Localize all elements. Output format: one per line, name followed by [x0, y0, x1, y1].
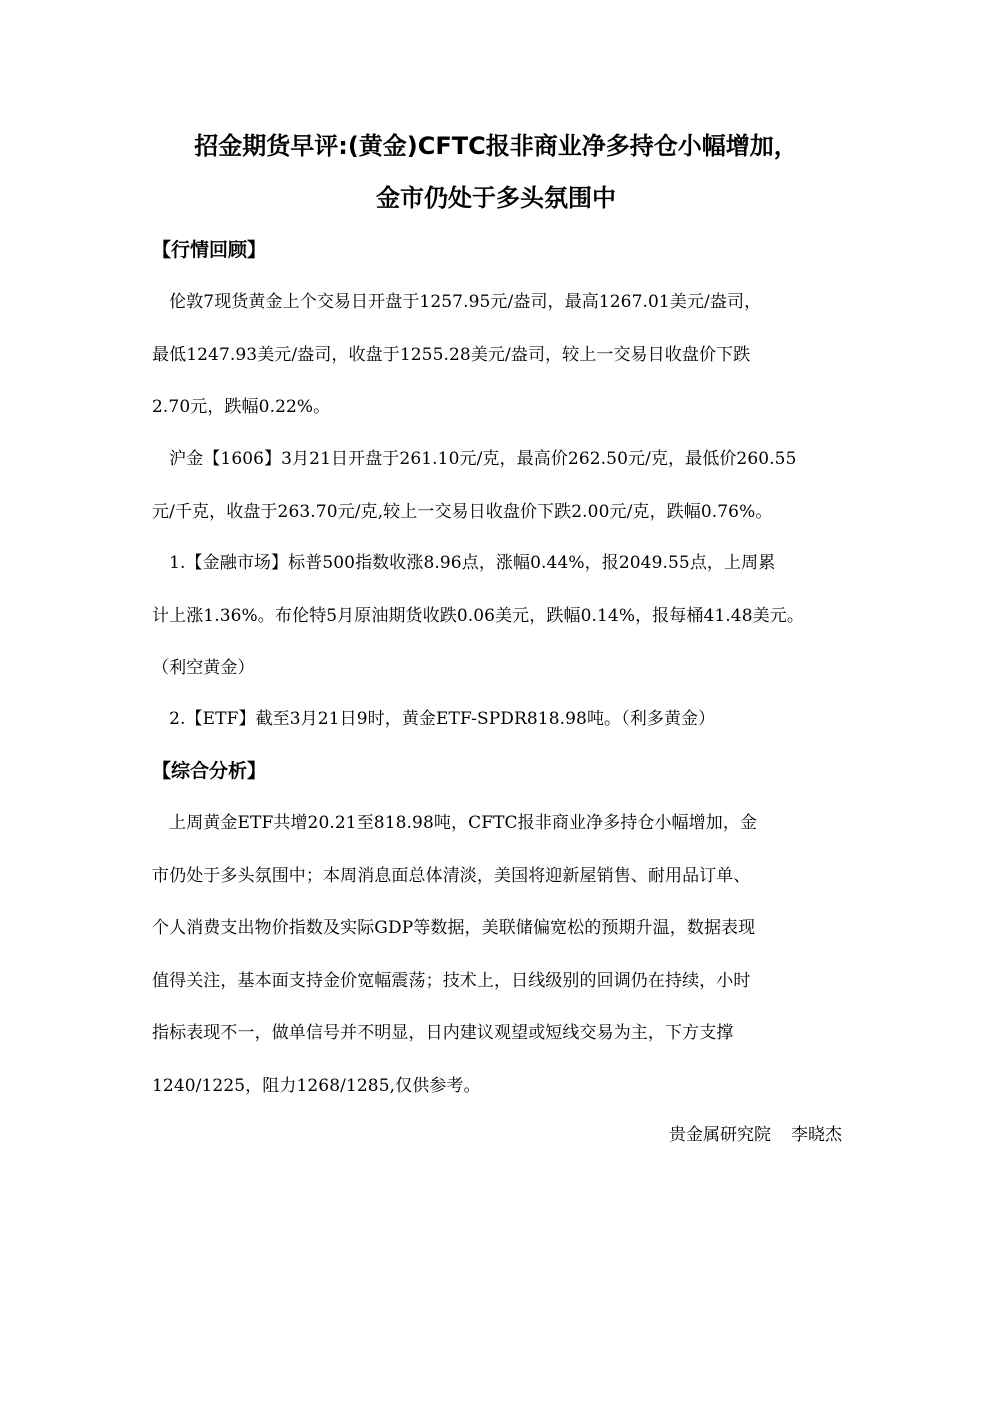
text-line: 指标表现不一，做单信号并不明显，日内建议观望或短线交易为主，下方支撑 — [152, 1023, 734, 1043]
section-heading-market-review: 【行情回顾】 — [152, 239, 267, 261]
signature-author: 李晓杰 — [791, 1125, 842, 1145]
text-line: 最低1247.93美元/盎司，收盘于1255.28美元/盎司，较上一交易日收盘价下跌 — [152, 344, 751, 365]
text-line: 值得关注，基本面支持金价宽幅震荡；技术上，日线级别的回调仍在持续，小时 — [152, 970, 751, 991]
signature-org: 贵金属研究院 — [669, 1125, 771, 1145]
paragraph-analysis — [152, 797, 844, 1112]
page-title-line-2: 金市仍处于多头氛围中 — [376, 184, 616, 212]
text-line: 上周黄金ETF共增20.21至818.98吨，CFTC报非商业净多持仓小幅增加，金 — [152, 813, 758, 833]
text-line: 沪金【1606】3月21日开盘于261.10元/克，最高价262.50元/克，最低价260.55 — [152, 449, 797, 469]
paragraph-london-gold — [152, 276, 844, 434]
text-line: 2.70元，跌幅0.22%。 — [152, 397, 331, 417]
text-line: 市仍处于多头氛围中；本周消息面总体清淡，美国将迎新屋销售、耐用品订单、 — [152, 865, 751, 886]
text-line: 1.【金融市场】标普500指数收涨8.96点，涨幅0.44%，报2049.55点，上周累 — [152, 553, 776, 573]
text-line: 2.【ETF】截至3月21日9时，黄金ETF-SPDR818.98吨。（利多黄金） — [152, 709, 716, 729]
paragraph-financial-market — [152, 537, 844, 695]
text-line: 1240/1225，阻力1268/1285,仅供参考。 — [152, 1075, 481, 1096]
text-line: 伦敦7现货黄金上个交易日开盘于1257.95元/盎司，最高1267.01美元/盎司， — [152, 292, 762, 312]
text-line: 元/千克，收盘于263.70元/克,较上一交易日收盘价下跌2.00元/克，跌幅0.76%。 — [152, 501, 773, 522]
text-line: （利空黄金） — [152, 658, 255, 678]
text-line: 计上涨1.36%。布伦特5月原油期货收跌0.06美元，跌幅0.14%，报每桶41.48美元。 — [152, 605, 804, 626]
page-title-line-1: 招金期货早评:(黄金)CFTC报非商业净多持仓小幅增加， — [194, 132, 798, 160]
paragraph-etf — [152, 693, 844, 746]
section-heading-analysis: 【综合分析】 — [152, 760, 267, 782]
text-line: 个人消费支出物价指数及实际GDP等数据，美联储偏宽松的预期升温，数据表现 — [152, 918, 756, 938]
paragraph-shanghai-gold — [152, 433, 844, 538]
signature — [152, 1121, 842, 1149]
